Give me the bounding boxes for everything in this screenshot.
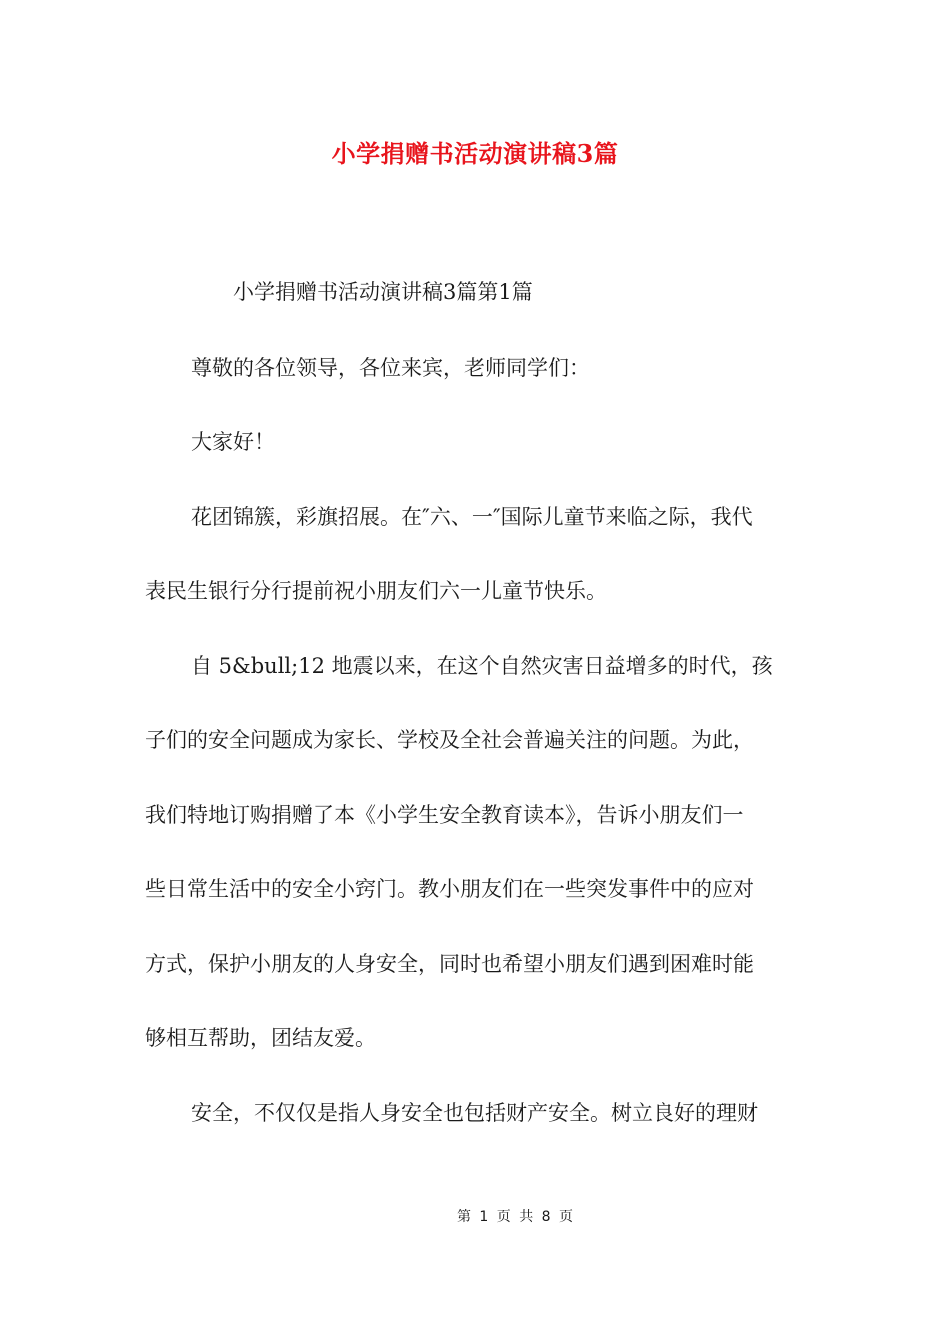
paragraph-line: 花团锦簇，彩旗招展。在″六、一″国际儿童节来临之际，我代 [191, 505, 753, 529]
paragraph-line: 尊敬的各位领导，各位来宾，老师同学们： [191, 356, 590, 380]
paragraph-line: 安全，不仅仅是指人身安全也包括财产安全。树立良好的理财 [191, 1101, 758, 1125]
paragraph-line: 自 5&bull;12 地震以来，在这个自然灾害日益增多的时代，孩 [191, 654, 773, 678]
paragraph-line: 大家好！ [191, 430, 275, 454]
page-footer: 第 1 页 共 8 页 [456, 1209, 574, 1225]
paragraph-line: 子们的安全问题成为家长、学校及全社会普遍关注的问题。为此， [145, 728, 754, 752]
paragraph-line: 我们特地订购捐赠了本《小学生安全教育读本》，告诉小朋友们一 [145, 803, 744, 827]
paragraph-line: 方式，保护小朋友的人身安全，同时也希望小朋友们遇到困难时能 [145, 952, 754, 976]
document-title: 小学捐赠书活动演讲稿3篇 [331, 139, 619, 168]
paragraph-line: 表民生银行分行提前祝小朋友们六一儿童节快乐。 [145, 579, 607, 603]
paragraph-line: 些日常生活中的安全小窍门。教小朋友们在一些突发事件中的应对 [145, 877, 754, 901]
paragraph-line: 够相互帮助，团结友爱。 [145, 1026, 376, 1050]
section-heading: 小学捐赠书活动演讲稿3篇第1篇 [233, 280, 533, 304]
